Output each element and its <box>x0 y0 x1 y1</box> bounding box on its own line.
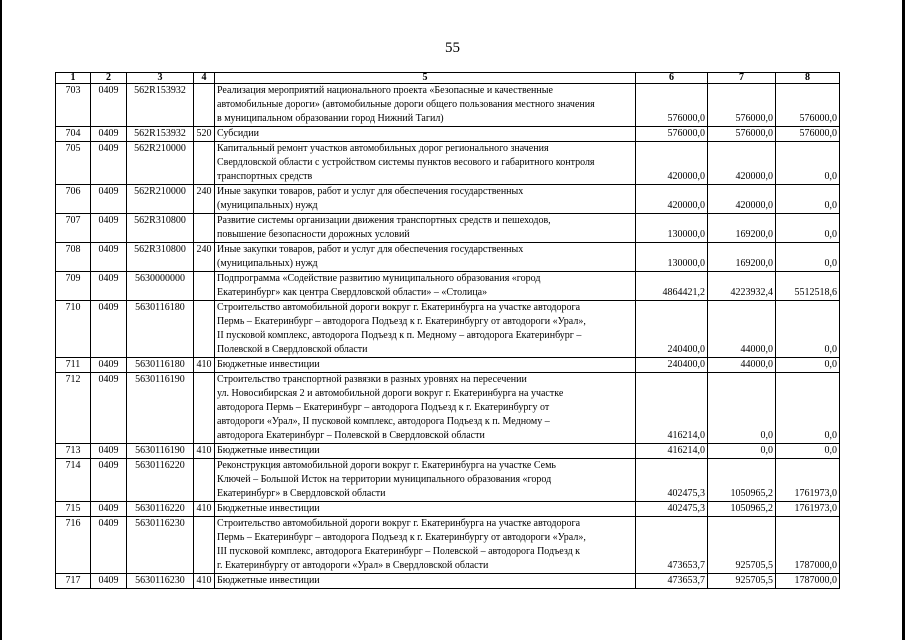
section-code-cell: 0409 <box>91 444 127 459</box>
table-row <box>56 214 840 243</box>
table-row <box>56 574 840 589</box>
amount-2021-cell: 169200,0 <box>708 214 776 243</box>
expense-type-cell <box>194 373 215 444</box>
amount-2022-cell: 0,0 <box>776 243 840 272</box>
amount-2020-cell: 130000,0 <box>636 214 708 243</box>
description-cell <box>215 459 636 502</box>
row-number-cell: 715 <box>56 502 91 517</box>
amount-2021-cell: 0,0 <box>708 444 776 459</box>
section-code-cell: 0409 <box>91 127 127 142</box>
amount-2021-cell: 1050965,2 <box>708 502 776 517</box>
description-line: II пусковой комплекс, автодорога Подъезд к п. Медному – автодорога Екатеринбург – <box>217 330 582 341</box>
amount-2021-cell: 576000,0 <box>708 84 776 127</box>
target-article-cell: 562R153932 <box>127 127 194 142</box>
description-line: Иные закупки товаров, работ и услуг для обеспечения государственных <box>217 244 524 255</box>
description-line: автодорога Пермь – Екатеринбург – автодорога Подъезд к г. Екатеринбургу от <box>217 402 550 413</box>
description-cell <box>215 444 636 459</box>
description-line: автодороги «Урал», II пусковой комплекс, автодорога Подъезд к п. Медному – <box>217 416 550 427</box>
description-cell <box>215 272 636 301</box>
table-row <box>56 502 840 517</box>
row-number-cell: 709 <box>56 272 91 301</box>
description-line: транспортных средств <box>217 171 313 182</box>
expense-type-cell: 410 <box>194 358 215 373</box>
target-article-cell: 562R153932 <box>127 84 194 127</box>
amount-2021-cell: 169200,0 <box>708 243 776 272</box>
target-article-cell: 5630116220 <box>127 459 194 502</box>
header-cell: 4 <box>194 73 215 84</box>
target-article-cell: 5630116190 <box>127 444 194 459</box>
target-article-cell: 562R210000 <box>127 142 194 185</box>
description-line: Бюджетные инвестиции <box>217 503 320 514</box>
description-cell <box>215 358 636 373</box>
amount-2020-cell: 240400,0 <box>636 358 708 373</box>
amount-2020-cell: 576000,0 <box>636 127 708 142</box>
section-code-cell: 0409 <box>91 185 127 214</box>
row-number-cell: 707 <box>56 214 91 243</box>
description-line: III пусковой комплекс, автодорога Екатеринбург – Полевской – автодорога Подъезд к <box>217 546 581 557</box>
description-line: Капитальный ремонт участков автомобильных дорог регионального значения <box>217 143 549 154</box>
amount-2020-cell: 420000,0 <box>636 142 708 185</box>
amount-2022-cell: 0,0 <box>776 444 840 459</box>
amount-2021-cell: 44000,0 <box>708 358 776 373</box>
description-line: (муниципальных) нужд <box>217 200 318 211</box>
amount-2020-cell: 130000,0 <box>636 243 708 272</box>
description-line: Субсидии <box>217 128 259 139</box>
amount-2022-cell: 0,0 <box>776 185 840 214</box>
description-cell <box>215 243 636 272</box>
expense-type-cell <box>194 517 215 574</box>
description-line: Ключей – Большой Исток на территории муниципального образования «город <box>217 474 552 485</box>
section-code-cell: 0409 <box>91 243 127 272</box>
header-cell: 3 <box>127 73 194 84</box>
table-row <box>56 517 840 574</box>
table-row <box>56 373 840 444</box>
section-code-cell: 0409 <box>91 459 127 502</box>
row-number-cell: 705 <box>56 142 91 185</box>
header-cell: 7 <box>708 73 776 84</box>
description-line: ул. Новосибирская 2 и автомобильной дороги вокруг г. Екатеринбурга на участке <box>217 388 564 399</box>
section-code-cell: 0409 <box>91 502 127 517</box>
header-row <box>56 73 840 84</box>
description-line: повышение безопасности дорожных условий <box>217 229 410 240</box>
amount-2020-cell: 473653,7 <box>636 574 708 589</box>
description-line: Реконструкция автомобильной дороги вокруг г. Екатеринбурга на участке Семь <box>217 460 556 471</box>
table-body <box>56 84 840 589</box>
row-number-cell: 703 <box>56 84 91 127</box>
amount-2022-cell: 0,0 <box>776 373 840 444</box>
section-code-cell: 0409 <box>91 214 127 243</box>
description-line: Екатеринбург» как центра Свердловской области» – «Столица» <box>217 287 488 298</box>
table-row <box>56 444 840 459</box>
header-cell: 5 <box>215 73 636 84</box>
table-row <box>56 459 840 502</box>
section-code-cell: 0409 <box>91 84 127 127</box>
amount-2022-cell: 576000,0 <box>776 84 840 127</box>
target-article-cell: 5630116180 <box>127 358 194 373</box>
description-line: Бюджетные инвестиции <box>217 445 320 456</box>
expense-type-cell <box>194 214 215 243</box>
amount-2021-cell: 1050965,2 <box>708 459 776 502</box>
section-code-cell: 0409 <box>91 373 127 444</box>
target-article-cell: 5630000000 <box>127 272 194 301</box>
amount-2021-cell: 420000,0 <box>708 142 776 185</box>
expense-type-cell: 410 <box>194 444 215 459</box>
header-cell: 6 <box>636 73 708 84</box>
amount-2020-cell: 576000,0 <box>636 84 708 127</box>
table-row <box>56 142 840 185</box>
amount-2021-cell: 925705,5 <box>708 574 776 589</box>
amount-2022-cell: 1761973,0 <box>776 502 840 517</box>
table-row <box>56 301 840 358</box>
amount-2022-cell: 1787000,0 <box>776 517 840 574</box>
table-row <box>56 272 840 301</box>
target-article-cell: 562R310800 <box>127 214 194 243</box>
expense-type-cell: 240 <box>194 185 215 214</box>
amount-2022-cell: 1761973,0 <box>776 459 840 502</box>
row-number-cell: 711 <box>56 358 91 373</box>
row-number-cell: 710 <box>56 301 91 358</box>
expense-type-cell <box>194 459 215 502</box>
row-number-cell: 708 <box>56 243 91 272</box>
row-number-cell: 713 <box>56 444 91 459</box>
row-number-cell: 716 <box>56 517 91 574</box>
expense-type-cell: 240 <box>194 243 215 272</box>
header-cell: 2 <box>91 73 127 84</box>
description-line: Развитие системы организации движения транспортных средств и пешеходов, <box>217 215 551 226</box>
amount-2021-cell: 925705,5 <box>708 517 776 574</box>
description-line: Бюджетные инвестиции <box>217 575 320 586</box>
row-number-cell: 706 <box>56 185 91 214</box>
description-line: Пермь – Екатеринбург – автодорога Подъезд к г. Екатеринбургу от автодороги «Урал», <box>217 532 586 543</box>
description-cell <box>215 301 636 358</box>
expense-type-cell <box>194 84 215 127</box>
amount-2021-cell: 576000,0 <box>708 127 776 142</box>
amount-2020-cell: 240400,0 <box>636 301 708 358</box>
description-line: Строительство транспортной развязки в разных уровнях на пересечении <box>217 374 527 385</box>
row-number-cell: 717 <box>56 574 91 589</box>
description-line: Иные закупки товаров, работ и услуг для обеспечения государственных <box>217 186 524 197</box>
scan-border-left <box>0 0 2 640</box>
description-cell <box>215 574 636 589</box>
amount-2022-cell: 5512518,6 <box>776 272 840 301</box>
target-article-cell: 562R210000 <box>127 185 194 214</box>
target-article-cell: 5630116230 <box>127 574 194 589</box>
description-line: в муниципальном образовании город Нижний Тагил) <box>217 113 444 124</box>
expense-type-cell <box>194 301 215 358</box>
description-line: Екатеринбург» в Свердловской области <box>217 488 386 499</box>
description-line: Строительство автомобильной дороги вокруг г. Екатеринбурга на участке автодорога <box>217 518 581 529</box>
amount-2021-cell: 44000,0 <box>708 301 776 358</box>
expense-type-cell <box>194 142 215 185</box>
amount-2022-cell: 0,0 <box>776 358 840 373</box>
amount-2020-cell: 420000,0 <box>636 185 708 214</box>
description-line: Бюджетные инвестиции <box>217 359 320 370</box>
description-line: (муниципальных) нужд <box>217 258 318 269</box>
target-article-cell: 5630116230 <box>127 517 194 574</box>
description-line: Подпрограмма «Содействие развитию муниципального образования «город <box>217 273 541 284</box>
description-line: Свердловской области с устройством системы пунктов весового и габаритного контроля <box>217 157 595 168</box>
description-cell <box>215 84 636 127</box>
table-row <box>56 243 840 272</box>
amount-2022-cell: 0,0 <box>776 142 840 185</box>
target-article-cell: 5630116180 <box>127 301 194 358</box>
description-cell <box>215 373 636 444</box>
description-line: автодорога Екатеринбург – Полевской в Свердловской области <box>217 430 485 441</box>
section-code-cell: 0409 <box>91 301 127 358</box>
page-number: 55 <box>445 40 460 56</box>
table-row <box>56 127 840 142</box>
amount-2022-cell: 0,0 <box>776 214 840 243</box>
description-cell <box>215 142 636 185</box>
amount-2022-cell: 576000,0 <box>776 127 840 142</box>
amount-2021-cell: 0,0 <box>708 373 776 444</box>
description-cell <box>215 517 636 574</box>
amount-2020-cell: 4864421,2 <box>636 272 708 301</box>
amount-2021-cell: 4223932,4 <box>708 272 776 301</box>
header-cell: 8 <box>776 73 840 84</box>
description-line: Полевской в Свердловской области <box>217 344 368 355</box>
row-number-cell: 704 <box>56 127 91 142</box>
target-article-cell: 5630116190 <box>127 373 194 444</box>
description-line: г. Екатеринбургу от автодороги «Урал» в Свердловской области <box>217 560 489 571</box>
section-code-cell: 0409 <box>91 142 127 185</box>
section-code-cell: 0409 <box>91 358 127 373</box>
description-cell <box>215 502 636 517</box>
section-code-cell: 0409 <box>91 272 127 301</box>
amount-2020-cell: 416214,0 <box>636 373 708 444</box>
table-row <box>56 185 840 214</box>
row-number-cell: 712 <box>56 373 91 444</box>
section-code-cell: 0409 <box>91 574 127 589</box>
expense-type-cell: 520 <box>194 127 215 142</box>
amount-2022-cell: 0,0 <box>776 301 840 358</box>
description-line: Пермь – Екатеринбург – автодорога Подъезд к г. Екатеринбургу от автодороги «Урал», <box>217 316 586 327</box>
header-cell: 1 <box>56 73 91 84</box>
expense-type-cell <box>194 272 215 301</box>
amount-2020-cell: 473653,7 <box>636 517 708 574</box>
description-cell <box>215 127 636 142</box>
target-article-cell: 562R310800 <box>127 243 194 272</box>
description-cell <box>215 214 636 243</box>
section-code-cell: 0409 <box>91 517 127 574</box>
amount-2020-cell: 402475,3 <box>636 502 708 517</box>
amount-2020-cell: 402475,3 <box>636 459 708 502</box>
expense-type-cell: 410 <box>194 502 215 517</box>
description-line: Строительство автомобильной дороги вокруг г. Екатеринбурга на участке автодорога <box>217 302 581 313</box>
budget-table <box>55 72 840 589</box>
table-row <box>56 358 840 373</box>
description-cell <box>215 185 636 214</box>
table-row <box>56 84 840 127</box>
amount-2022-cell: 1787000,0 <box>776 574 840 589</box>
amount-2020-cell: 416214,0 <box>636 444 708 459</box>
description-line: Реализация мероприятий национального проекта «Безопасные и качественные <box>217 85 553 96</box>
expense-type-cell: 410 <box>194 574 215 589</box>
description-line: автомобильные дороги» (автомобильные дороги общего пользования местного значения <box>217 99 595 110</box>
amount-2021-cell: 420000,0 <box>708 185 776 214</box>
target-article-cell: 5630116220 <box>127 502 194 517</box>
row-number-cell: 714 <box>56 459 91 502</box>
